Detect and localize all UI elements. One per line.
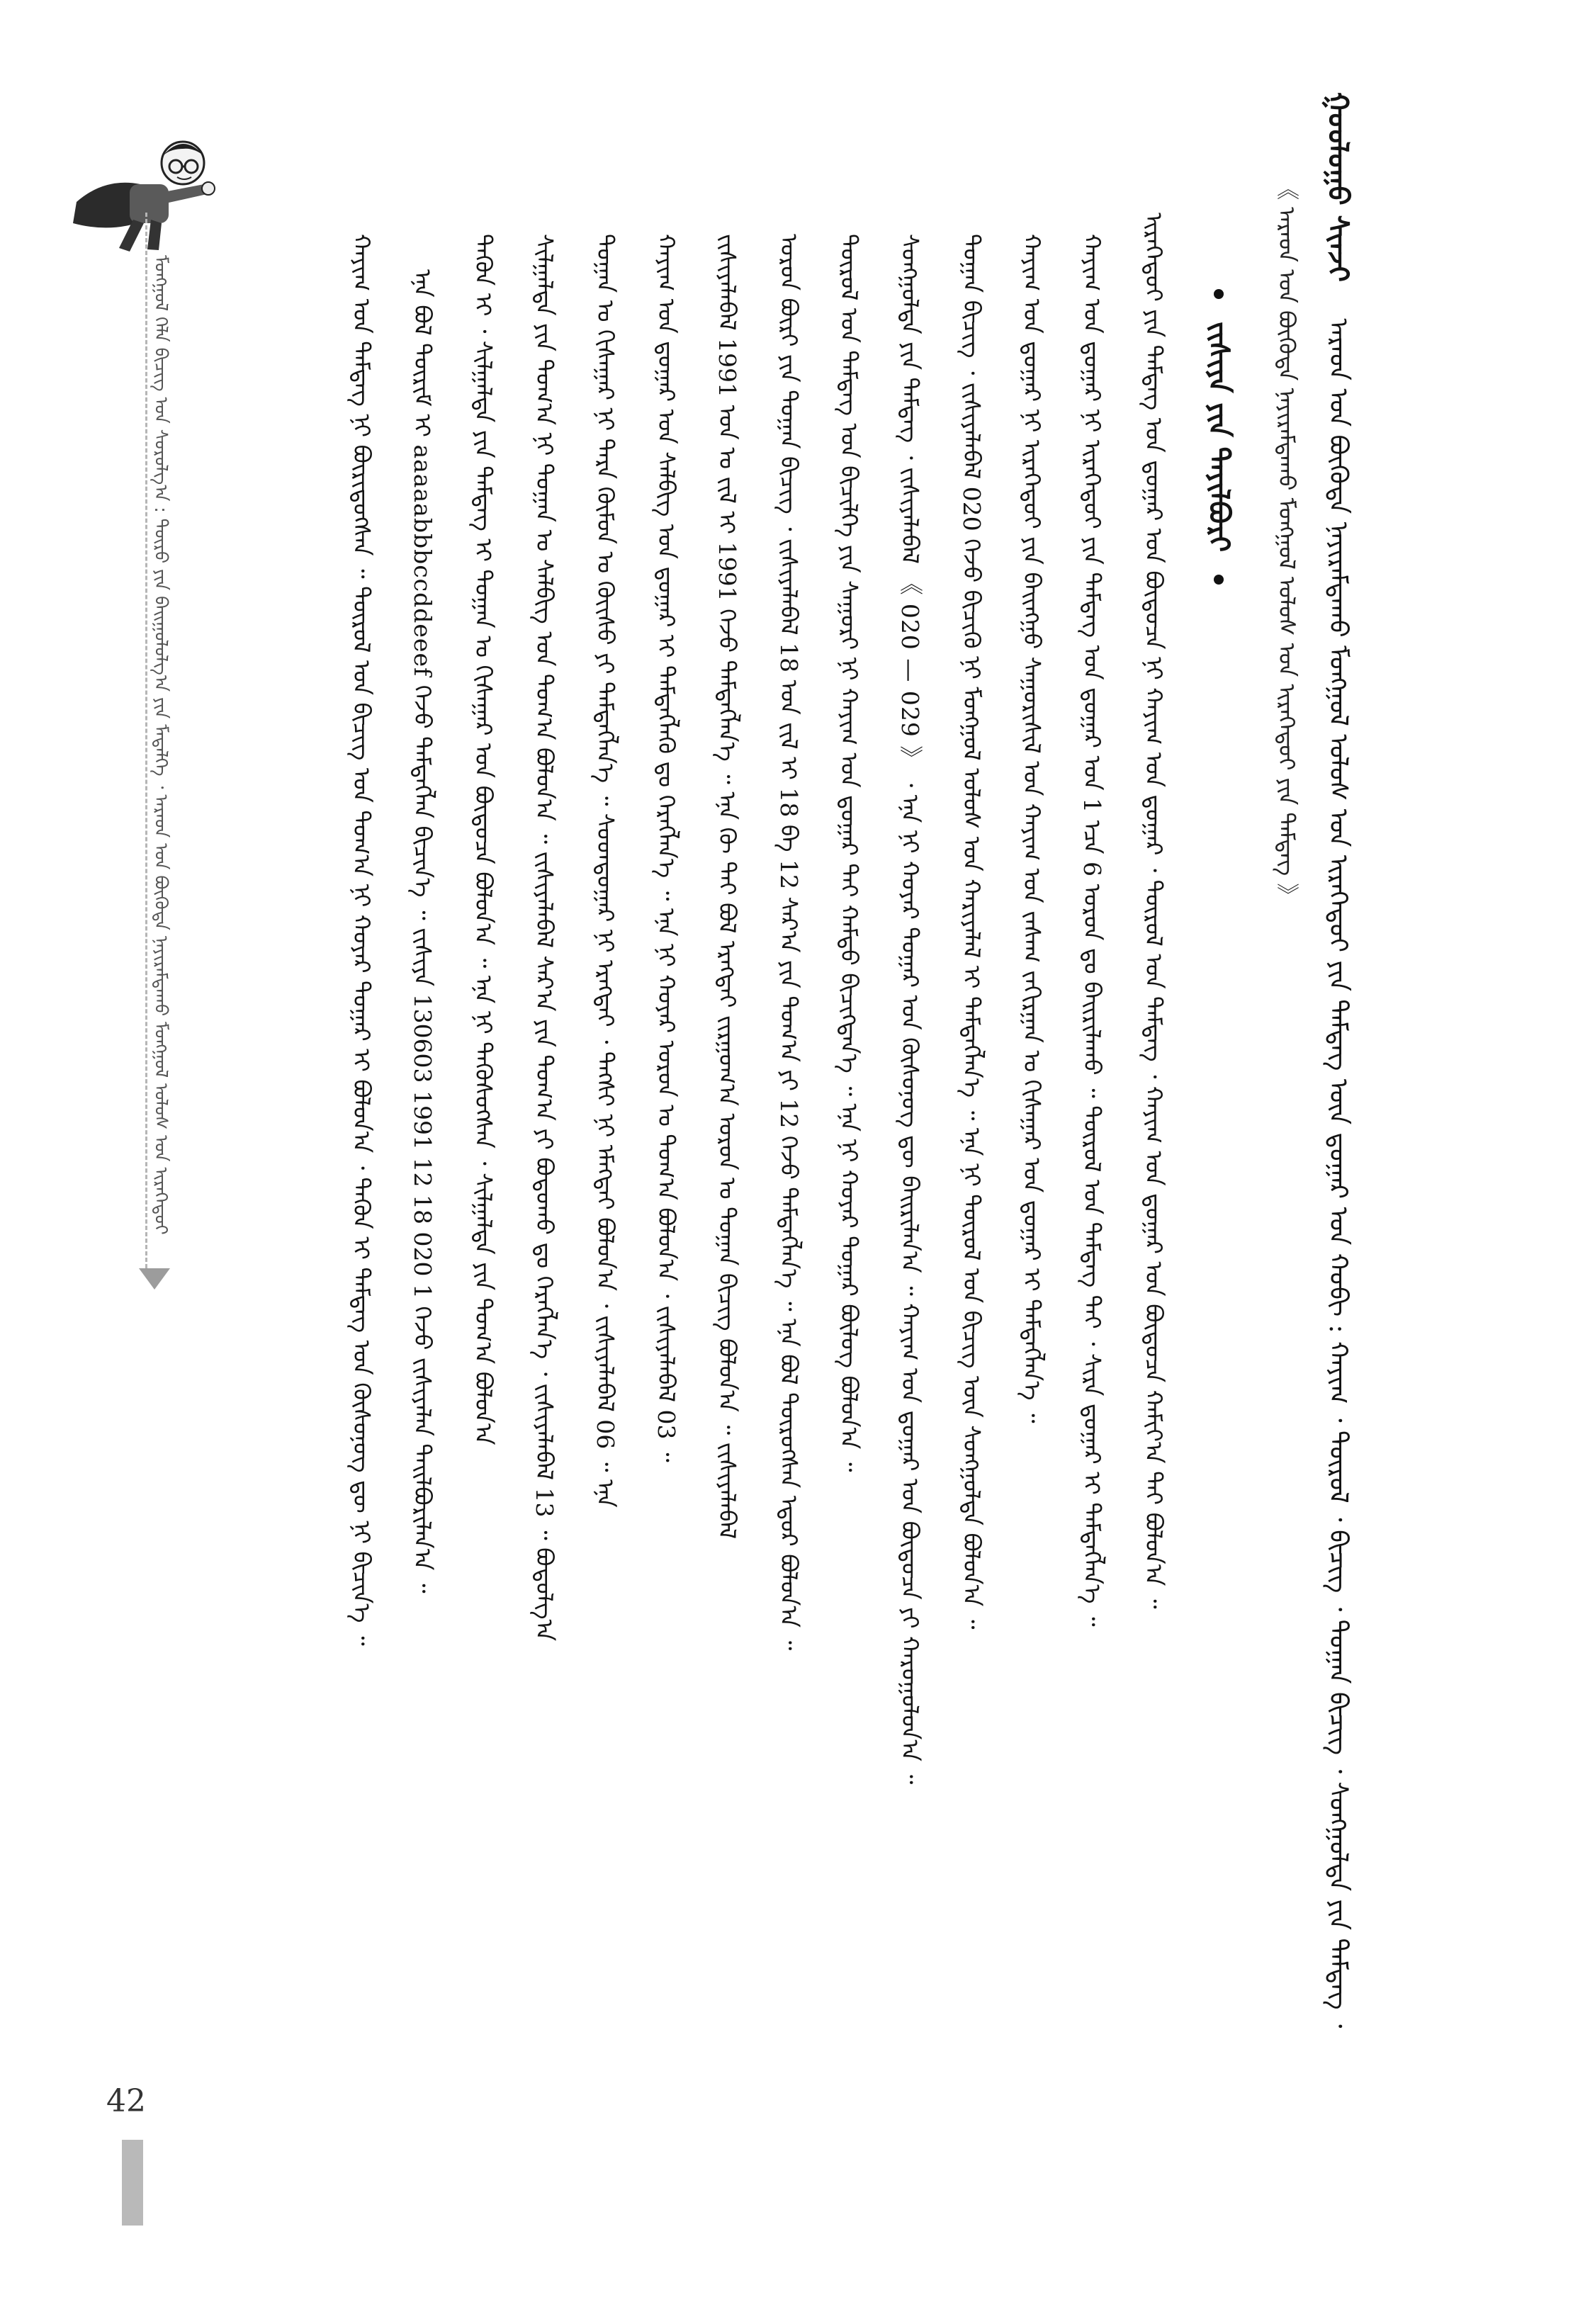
body-line: ᠵᠢᠱᠢᠶᠡᠯᠡᠪᠡᠯ 1991 ᠣᠨ ᠤ ᠵᠢᠯ ᠢ 1991 ᠭᠡᠵᠦ ᠲᠡᠮᠳᠡᠭᠯᠡᠨ᠎ᠡ ᠃ ᠡᠨᠡ ᠬᠦ ᠲᠠᠢ ᠪᠣᠯ ᠡᠷᠡᠭᠲᠡᠢ ᠵᠢᠷᠭᠤᠭ᠎ᠠ ᠣᠷᠣᠨ ᠤ ᠲᠣᠭᠠᠨ ᠪᠢᠴᠢᠭ ᠪᠣᠯᠤᠨ᠎ᠠ ᠃ ᠵᠢᠱᠢᠶᠡᠯᠡᠪᠡᠯ — [714, 234, 741, 1540]
bullet-dot-icon — [1214, 575, 1224, 585]
body-line: ᠬᠠᠶᠢᠭ ᠤᠨ ᠲᠡᠮᠳᠡᠭ ᠨᠢ ᠪᠦᠷᠢᠳᠦᠭᠰᠡᠨ ᠃ ᠲᠥᠷᠥᠯ ᠤᠨ ᠪᠢᠴᠢᠭ ᠤᠨ ᠲᠣᠭ᠎ᠠ ᠨᠢ ᠬᠣᠶᠠᠷ ᠳᠤᠭᠠᠷ ᠢ ᠪᠣᠯᠤᠨ᠎ᠠ ᠂ ᠲᠡᠭᠦᠨ ᠢ ᠲᠡᠮᠳᠡᠭ ᠤᠨ ᠬᠦᠰᠦᠨᠦᠭ ᠳᠦ ᠨᠢ ᠪᠢᠴᠢᠨ᠎ᠡ ᠃ — [348, 234, 376, 1646]
running-title: ᠮᠣᠩᠭᠤᠯ ᠬᠡᠯᠡ ᠪᠢᠴᠢᠭ ᠤᠨ ᠰᠤᠷᠤᠯᠭ᠎ᠠ : ᠲᠥᠷᠥ ᠶᠢᠨ ᠪᠠᠢᠭᠤᠯᠤᠯᠭ᠎ᠠ ᠶᠢᠨ ᠮᠡᠳᠡᠯᠭᠡ ᠂ ᠠᠷᠠᠳ ᠤᠨ ᠪᠦᠭᠦᠳᠡ ᠨᠠᠶᠢᠷᠠᠮᠳᠠᠬᠤ ᠮᠣᠩᠭᠤᠯ ᠤᠯᠤᠰ ᠤᠨ ᠢᠷᠡᠭᠡᠳᠦᠢ — [151, 255, 171, 1235]
body-line: ᠲᠣᠭᠠᠨ ᠤ ᠬᠢᠰᠠᠭᠠᠷ ᠨᠢ ᠲᠡᠷᠡ ᠬᠦᠮᠦᠨ ᠤ ᠬᠦᠢᠰᠦ ᠶᠢ ᠲᠡᠮᠳᠡᠭᠯᠡᠨ᠎ᠡ ᠃ ᠰᠣᠳᠳᠤᠭᠠᠷ ᠨᠢ ᠡᠷᠡᠭᠲᠡᠢ ᠂ ᠲᠡᠭᠰᠢ ᠨᠢ ᠡᠮᠡᠭᠲᠡᠢ ᠪᠣᠯᠤᠨ᠎ᠠ ᠂ ᠵᠢᠱᠢᠶᠡᠯᠡᠪᠡᠯ 06 ᠃ ᠡᠨᠡ — [592, 234, 619, 1508]
header-line — [1321, 92, 1355, 2147]
body-line: ᠬᠠᠶᠢᠭ ᠤᠨ ᠳ᠋ᠤᠭᠠᠷ ᠤᠨ ᠰᠡᠯᠪᠢᠭ ᠤᠨ ᠳ᠋ᠤᠭᠠᠷ ᠢ ᠲᠡᠮᠳᠡᠭᠯᠡᠬᠦ ᠳᠤ ᠬᠡᠷᠡᠭᠯᠡᠨ᠎ᠡ ᠃ ᠡᠨᠡ ᠨᠢ ᠬᠣᠶᠠᠷ ᠣᠷᠣᠨ ᠤ ᠲᠣᠭ᠎ᠠ ᠪᠣᠯᠤᠨ᠎ᠠ ᠂ ᠵᠢᠱᠢᠶᠡᠯᠡᠪᠡᠯ 03 ᠃ — [653, 234, 680, 1462]
bullet-dot-icon — [1214, 289, 1224, 299]
page-number: 42 — [106, 2083, 146, 2119]
body-line: ᠲᠥᠷᠥᠯ ᠤᠨ ᠲᠡᠮᠳᠡᠭ ᠤᠨ ᠪᠢᠴᠢᠯᠭᠡ ᠶᠢᠨ ᠰᠠᠭᠤᠷᠢ ᠨᠢ ᠬᠠᠶᠢᠭ ᠤᠨ ᠳ᠋ᠤᠭᠠᠷ ᠲᠠᠢ ᠬᠠᠮᠲᠤ ᠪᠢᠴᠢᠭᠳᠡᠨ᠎ᠡ ᠃ ᠡᠨᠡ ᠨᠢ ᠬᠣᠶᠠᠷ ᠳᠤᠭᠠᠷ ᠪᠦᠯᠦᠭ ᠪᠣᠯᠤᠨ᠎ᠠ ᠃ — [835, 234, 863, 1472]
body-line: ᠬᠠᠶᠢᠭ ᠤᠨ ᠳ᠋ᠤᠭᠠᠷ ᠨᠢ ᠢᠷᠡᠭᠡᠳᠦᠢ ᠶᠢᠨ ᠪᠠᠢᠩᠭᠤ ᠰᠠᠭᠤᠷᠢᠰᠢᠯ ᠤᠨ ᠬᠠᠶᠢᠭ ᠤᠨ ᠵᠠᠰᠠᠭ ᠵᠠᠬᠢᠷᠭᠠᠨ ᠤ ᠬᠢᠰᠠᠭᠠᠷ ᠤᠨ ᠳ᠋ᠤᠭᠠᠷ ᠢ ᠲᠡᠮᠳᠡᠭᠯᠡᠨ᠎ᠡ ᠃ — [1018, 234, 1046, 1423]
bullet-heading-text: ᠵᠢᠱᠢᠶᠡ ᠶᠢᠨ ᠲᠠᠶᠢᠯᠪᠤᠷᠢ — [1202, 321, 1236, 552]
body-line: ᠲᠡᠭᠦᠨ ᠢ ᠂ ᠰᠢᠯᠭᠠᠯᠲᠠ ᠶᠢᠨ ᠲᠡᠮᠳᠡᠭ ᠢ ᠲᠣᠭᠠᠨ ᠤ ᠬᠢᠰᠠᠭᠠᠷ ᠤᠨ ᠪᠦᠲᠦᠴᠡ ᠪᠣᠯᠤᠨ᠎ᠠ ᠃ ᠡᠨᠡ ᠨᠢ ᠲᠡᠭᠦᠰᠦᠭᠰᠡᠨ ᠂ ᠰᠢᠯᠭᠠᠯᠲᠠ ᠶᠢᠨ ᠲᠣᠭ᠎ᠠ ᠪᠣᠯᠤᠨ᠎ᠠ — [470, 234, 497, 1445]
body-line: ᠡᠨᠡ ᠪᠣᠯ ᠳᠦᠷᠢᠮ ᠢ aaaaabbbccddeeef ᠭᠡᠵᠦ ᠲᠡᠮᠳᠡᠭᠯᠡᠨ ᠪᠢᠴᠢᠨ᠎ᠡ ᠃ ᠵᠢᠱᠢᠶᠡ 130603 1991 12 18 020 1 ᠭᠡᠵᠦ ᠵᠢᠱᠢᠶᠡᠯᠡᠨ ᠲᠠᠢᠯᠪᠤᠷᠢᠯᠠᠨ᠎ᠠ ᠃ — [409, 269, 436, 1593]
body-line: ᠬᠠᠶᠢᠭ ᠤᠨ ᠳ᠋ᠤᠭᠠᠷ ᠨᠢ ᠢᠷᠡᠭᠡᠳᠦᠢ ᠶᠢᠨ ᠲᠡᠮᠳᠡᠭ ᠤᠨ ᠳ᠋ᠤᠭᠠᠷ ᠤᠨ 1 ᠡᠴᠡ 6 ᠤᠷᠤᠨ ᠳᠤ ᠪᠠᠢᠷᠢᠯᠠᠬᠤ ᠃ ᠲᠥᠷᠥᠯ ᠤᠨ ᠲᠡᠮᠳᠡᠭ ᠲᠠᠢ ᠂ ᠰᠢᠷᠠ ᠳ᠋ᠤᠭᠠᠷ ᠢ ᠲᠡᠮᠳᠡᠭᠯᠡᠨ᠎ᠡ ᠃ — [1078, 234, 1106, 1627]
body-line: ᠰᠢᠯᠭᠠᠯᠲᠠ ᠶᠢᠨ ᠲᠣᠭ᠎ᠠ ᠨᠢ ᠲᠣᠭᠠᠨ ᠤ ᠰᠡᠯᠪᠢᠭ ᠤᠨ ᠲᠣᠭ᠎ᠠ ᠪᠣᠯᠤᠨ᠎ᠠ ᠃ ᠵᠢᠱᠢᠶᠡᠯᠡᠪᠡᠯ ᠰᠠᠷ᠎ᠠ ᠶᠢᠨ ᠲᠣᠭ᠎ᠠ ᠶᠢ ᠪᠣᠳᠣᠬᠤ ᠳᠤ ᠬᠡᠷᠡᠭᠯᠡᠨ᠎ᠡ ᠂ ᠵᠢᠱᠢᠶᠡᠯᠡᠪᠡᠯ 13 ᠃ ᠪᠣᠳᠤᠯᠭ᠎ᠠ — [531, 234, 558, 1642]
body-line: ᠲᠣᠭᠠᠨ ᠪᠢᠴᠢᠭ ᠂ ᠵᠢᠱᠢᠶᠡᠯᠡᠪᠡᠯ 020 ᠭᠡᠵᠦ ᠪᠢᠴᠢᠬᠦ ᠨᠢ ᠮᠣᠩᠭᠤᠯ ᠤᠯᠤᠰ ᠤᠨ ᠬᠠᠷᠢᠶᠠᠯᠠᠯ ᠢ ᠲᠡᠮᠳᠡᠭᠯᠡᠨ᠎ᠡ ᠃ ᠡᠨᠡ ᠨᠢ ᠲᠥᠷᠥᠯ ᠤᠨ ᠪᠢᠴᠢᠭ ᠦᠨ ᠰᠣᠩᠭᠤᠯᠲᠠ ᠪᠣᠯᠤᠨ᠎ᠠ ᠃ — [958, 234, 986, 1630]
cartoon-boy-flying-icon — [62, 135, 225, 255]
header-lead: ᠭᠤᠤᠯᠤᠭᠤ ᠰᠢᠨᠵᠢ — [1321, 92, 1355, 282]
body-line: ᠤᠷᠤᠨ ᠪᠦᠷᠢ ᠶᠢᠨ ᠲᠣᠭᠠᠨ ᠪᠢᠴᠢᠭ ᠂ ᠵᠢᠱᠢᠶᠡᠯᠡᠪᠡᠯ 18 ᠤᠨ ᠵᠢᠯ ᠢ 18 ᠪᠠ 12 ᠰᠠᠷ᠎ᠠ ᠶᠢᠨ ᠲᠣᠭ᠎ᠠ ᠶᠢ 12 ᠭᠡᠵᠦ ᠲᠡᠮᠳᠡᠭᠯᠡᠨ᠎ᠡ ᠃ ᠡᠨᠡ ᠪᠣᠯ ᠲᠥᠷᠦᠭᠰᠡᠨ ᠡᠳᠦᠷ ᠪᠣᠯᠤᠨ᠎ᠠ ᠃ — [775, 234, 803, 1651]
dotted-divider — [145, 213, 147, 1268]
quoted-title: 《 ᠠᠷᠠᠳ ᠤᠨ ᠪᠦᠭᠦᠳᠡ ᠨᠠᠶᠢᠷᠠᠮᠳᠠᠬᠤ ᠮᠣᠩᠭᠤᠯ ᠤᠯᠤᠰ ᠤᠨ ᠢᠷᠡᠭᠡᠳᠦᠢ ᠶᠢᠨ ᠲᠡᠮᠳᠡᠭ 》 — [1273, 177, 1300, 906]
body-line: ᠰᠣᠩᠭᠤᠯᠲᠠ ᠶᠢᠨ ᠲᠡᠮᠳᠡᠭ ᠂ ᠵᠢᠱᠢᠶᠡᠯᠡᠪᠡᠯ 《 020 — 029 》 ᠂ ᠡᠨᠡ ᠨᠢ ᠬᠣᠶᠠᠷ ᠳᠤᠭᠠᠷ ᠤᠨ ᠬᠦᠰᠦᠨᠦᠭ ᠳᠦ ᠪᠠᠢᠷᠢᠯᠠᠨ᠎ᠠ ᠃ ᠬᠠᠶᠢᠭ ᠤᠨ ᠳ᠋ᠤᠭᠠᠷ ᠤᠨ ᠪᠦᠲᠦᠴᠡ ᠶᠢ ᠬᠠᠷᠤᠭᠤᠯᠤᠨ᠎ᠠ ᠃ — [896, 234, 924, 1785]
bullet-heading — [1202, 276, 1236, 701]
header-text: ᠠᠷᠠᠳ ᠤᠨ ᠪᠦᠭᠦᠳᠡ ᠨᠠᠶᠢᠷᠠᠮᠳᠠᠬᠤ ᠮᠣᠩᠭᠤᠯ ᠤᠯᠤᠰ ᠤᠨ ᠢᠷᠡᠭᠡᠳᠦᠢ ᠶᠢᠨ ᠲᠡᠮᠳᠡᠭ ᠦᠨ ᠳ᠋ᠤᠭᠠᠷ ᠤᠨ ᠬᠣᠪᠢ : ᠬᠠᠶᠢᠭ ᠂ ᠲᠥᠷᠥᠯ ᠂ ᠪᠢᠴᠢᠭ ᠂ ᠲᠣᠭᠠᠨ ᠪᠢᠴᠢᠭ ᠂ ᠰᠣᠩᠭᠤᠯᠲᠠ ᠶᠢᠨ ᠲᠡᠮᠳᠡᠭ ᠂ — [1324, 318, 1353, 2029]
triangle-down-icon — [139, 1268, 170, 1290]
body-line: ᠢᠷᠡᠭᠡᠳᠦᠢ ᠶᠢᠨ ᠲᠡᠮᠳᠡᠭ ᠤᠨ ᠳ᠋ᠤᠭᠠᠷ ᠤᠨ ᠪᠦᠲᠦᠴᠡ ᠨᠢ ᠬᠠᠶᠢᠭ ᠤᠨ ᠳ᠋ᠤᠭᠠᠷ ᠂ ᠲᠥᠷᠥᠯ ᠤᠨ ᠲᠡᠮᠳᠡᠭ ᠂ ᠬᠠᠶᠢᠭ ᠤᠨ ᠳ᠋ᠤᠭᠠᠷ ᠤᠨ ᠪᠦᠲᠦᠴᠡ ᠬᠠᠮᠢᠶ᠎ᠠ ᠲᠠᠢ ᠪᠣᠯᠤᠨ᠎ᠠ ᠃ — [1140, 213, 1168, 1609]
page-edge-bar — [122, 2140, 143, 2226]
